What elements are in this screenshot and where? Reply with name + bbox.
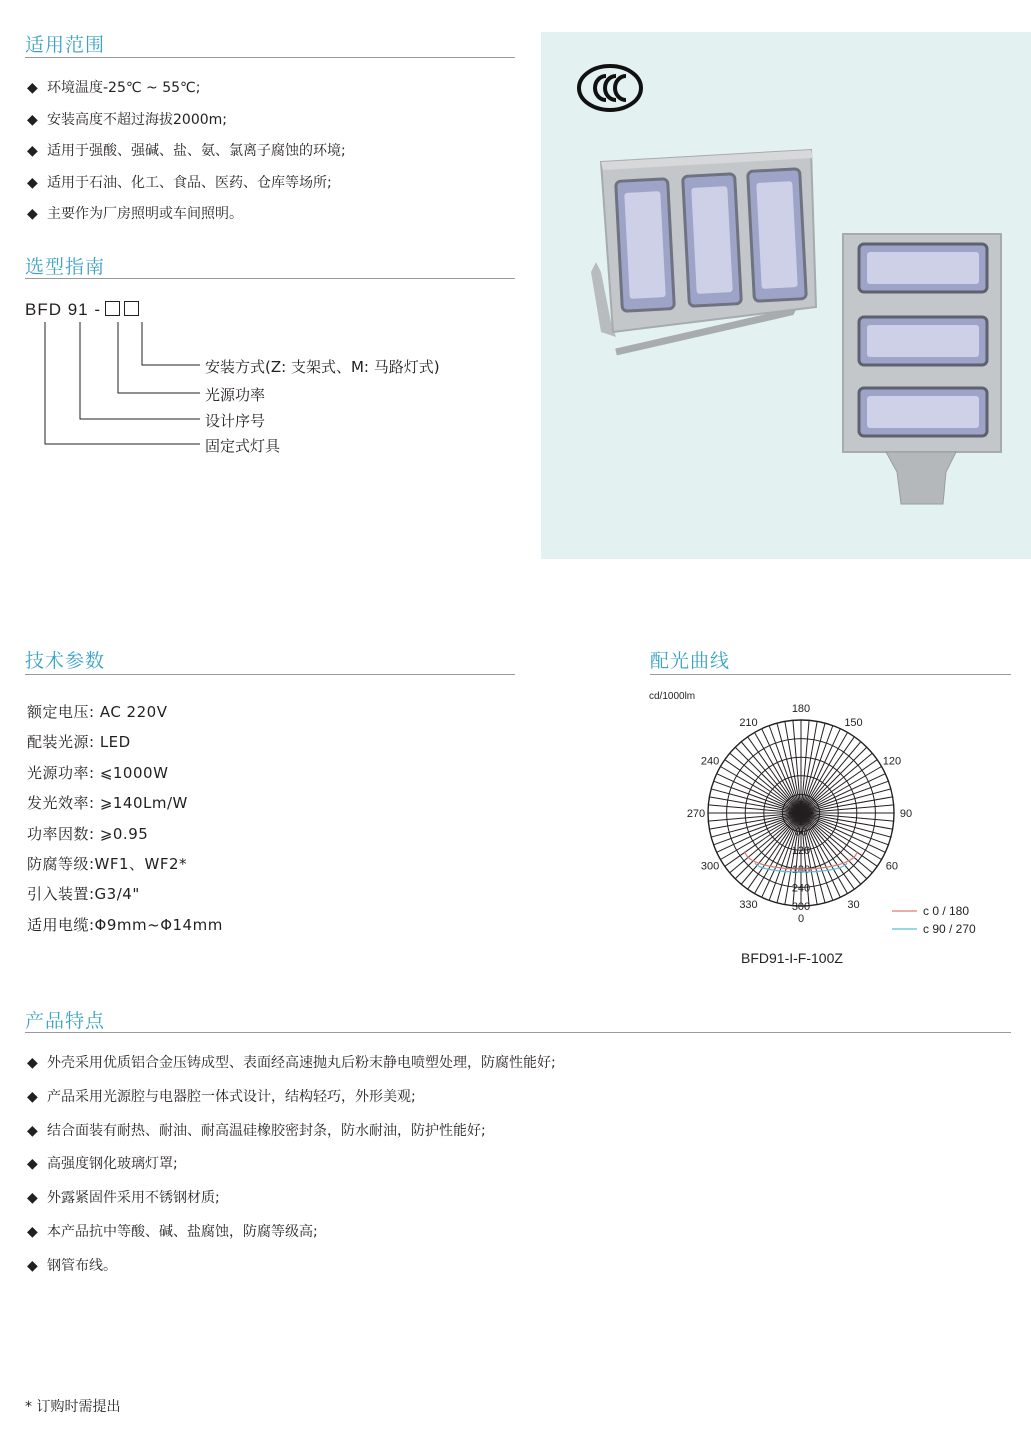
spec-corrosion-grade: 防腐等级:WF1、WF2* xyxy=(27,854,188,873)
spec-entry: 引入装置:G3/4" xyxy=(27,885,140,904)
curve-title: 配光曲线 xyxy=(650,650,731,672)
guide-label-design: 设计序号 xyxy=(205,412,266,430)
tech-divider xyxy=(25,674,515,675)
radial-label: 0 xyxy=(797,808,805,820)
feature-item: ◆ 外壳采用优质铝合金压铸成型、表面经高速抛丸后粉末静电喷塑处理，防腐性能好; xyxy=(27,1047,556,1081)
scope-item: ◆ 适用于强酸、强碱、盐、氨、氯离子腐蚀的环境; xyxy=(27,136,346,168)
angle-label: 150 xyxy=(844,717,863,730)
feature-item: ◆ 产品采用光源腔与电器腔一体式设计，结构轻巧，外形美观; xyxy=(27,1081,556,1115)
model-code-text: BFD 91 - xyxy=(25,300,102,319)
scope-item: ◆ 适用于石油、化工、食品、医药、仓库等场所; xyxy=(27,168,346,200)
spec-power-factor: 功率因数: ⩾0.95 xyxy=(27,824,149,843)
features-list xyxy=(27,1047,556,1284)
angle-label: 330 xyxy=(739,898,758,911)
angle-label: 0 xyxy=(797,913,805,925)
angle-label: 210 xyxy=(739,717,758,730)
radial-label: 300 xyxy=(791,901,811,913)
radial-label: 60 xyxy=(794,826,808,839)
chart-unit-label: cd/1000lm xyxy=(649,691,696,702)
scope-item: ◆ 主要作为厂房照明或车间照明。 xyxy=(27,199,346,231)
feature-item: ◆ 外露紧固件采用不锈钢材质; xyxy=(27,1182,556,1216)
features-divider xyxy=(25,1032,1011,1033)
scope-item: ◆ 环境温度-25℃ ~ 55℃; xyxy=(27,73,346,105)
feature-item: ◆ 本产品抗中等酸、碱、盐腐蚀，防腐等级高; xyxy=(27,1216,556,1250)
scope-item: ◆ 安装高度不超过海拔2000m; xyxy=(27,105,346,137)
angle-label: 120 xyxy=(882,755,902,768)
scope-title: 适用范围 xyxy=(25,34,106,56)
spec-power: 光源功率: ⩽1000W xyxy=(27,763,169,782)
streetlight-fixture xyxy=(843,234,1001,504)
floodlight-fixture xyxy=(591,150,816,352)
curve-divider xyxy=(650,674,1011,675)
angle-label: 180 xyxy=(791,703,811,715)
angle-label: 300 xyxy=(700,860,720,873)
selection-title: 选型指南 xyxy=(25,256,106,278)
chart-caption: BFD91-I-F-100Z xyxy=(741,950,843,966)
polar-chart xyxy=(640,685,1020,945)
feature-item: ◆ 结合面装有耐热、耐油、耐高温硅橡胶密封条，防水耐油，防护性能好; xyxy=(27,1115,556,1149)
features-title: 产品特点 xyxy=(25,1010,106,1032)
product-photo-panel xyxy=(541,32,1031,559)
spec-light-source: 配装光源: LED xyxy=(27,733,131,752)
guide-label-mount: 安装方式(Z: 支架式、M: 马路灯式) xyxy=(205,358,440,376)
tech-title: 技术参数 xyxy=(25,650,106,672)
angle-label: 60 xyxy=(885,860,899,873)
angle-label: 30 xyxy=(847,898,860,911)
guide-label-type: 固定式灯具 xyxy=(205,437,281,455)
footnote: * 订购时需提出 xyxy=(25,1399,121,1415)
radial-label: 240 xyxy=(791,882,811,895)
tech-list xyxy=(27,701,223,944)
angle-label: 270 xyxy=(686,808,706,820)
product-photo xyxy=(541,32,1031,559)
spec-efficacy: 发光效率: ⩾140Lm/W xyxy=(27,794,188,813)
legend-label: c 0 / 180 xyxy=(923,904,970,918)
angle-label: 90 xyxy=(899,808,913,820)
feature-item: ◆ 钢管布线。 xyxy=(27,1250,556,1284)
guide-label-power: 光源功率 xyxy=(205,386,266,404)
spec-voltage: 额定电压: AC 220V xyxy=(27,703,168,721)
radial-label: 180 xyxy=(791,863,811,876)
angle-label: 240 xyxy=(700,755,720,768)
ccc-logo xyxy=(579,66,641,110)
radial-label: 120 xyxy=(791,845,811,858)
legend-label: c 90 / 270 xyxy=(923,922,976,936)
spec-cable: 适用电缆:Φ9mm~Φ14mm xyxy=(27,915,223,934)
feature-item: ◆ 高强度钢化玻璃灯罩; xyxy=(27,1148,556,1182)
